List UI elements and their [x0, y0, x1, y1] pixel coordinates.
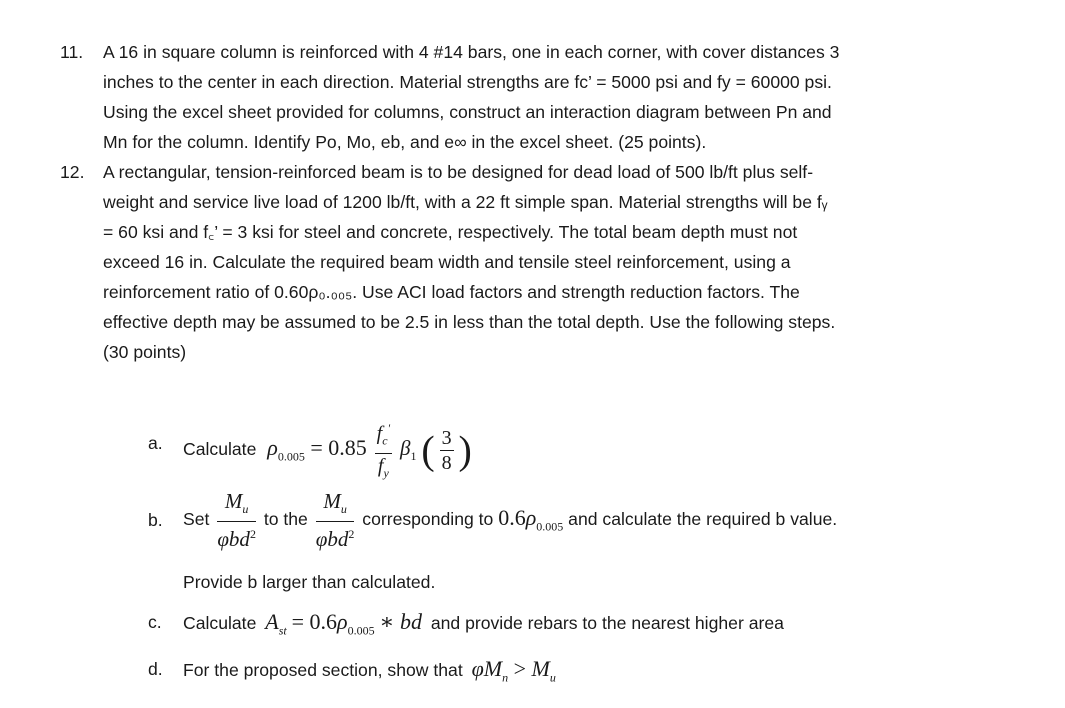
formula-rho: $\rho_{0.005}$ — [525, 504, 564, 534]
text-line: (30 points) — [103, 342, 187, 362]
step-text: corresponding to — [362, 508, 494, 529]
text-line: Mn for the column. Identify Po, Mo, eb, and e∞ in the excel sheet. (25 points). — [103, 132, 707, 152]
formula-equals: = 0.6 — [291, 609, 338, 634]
step-label: c. — [148, 612, 162, 632]
formula-beta1: $\beta_1$ — [399, 435, 417, 464]
formula-equals: = 0.85 — [310, 434, 367, 460]
text-line: A 16 in square column is reinforced with 4 #14 bars, one in each corner, with cover distances 3 — [103, 42, 840, 62]
step-text: Set — [183, 508, 210, 529]
formula-fc-over-fy: $\frac{f_c'}{f_y}$ — [375, 416, 392, 485]
formula-mu-over-phibd2: $\frac{M_u}{\varphi bd^2}$ — [315, 489, 355, 552]
step-b — [148, 487, 1048, 592]
text-line: inches to the center in each direction. Material strengths are fc’ = 5000 psi and fy = 60000 psi. — [103, 72, 832, 92]
step-body — [183, 489, 837, 551]
left-paren: ( — [421, 427, 435, 473]
step-body — [183, 654, 556, 692]
step-text: and provide rebars to the nearest higher area — [430, 613, 784, 633]
question-text — [103, 157, 1043, 367]
step-a — [148, 412, 1048, 480]
step-text: Calculate — [183, 438, 257, 459]
text-line: A rectangular, tension-reinforced beam is to be designed for dead load of 500 lb/ft plus self- — [103, 162, 814, 182]
formula-ast: $A_{st}$ — [265, 609, 287, 638]
step-d — [148, 648, 1048, 688]
text-line: exceed 16 in. Calculate the required beam width and tensile steel reinforcement, using a — [103, 252, 791, 272]
step-label: a. — [148, 433, 163, 453]
text-line: weight and service live load of 1200 lb/ft, with a 22 ft simple span. Material strengths will be fᵧ — [103, 192, 828, 212]
right-paren: ) — [458, 427, 472, 473]
formula-phi-mn-gt-mu: $\varphi M_n > M_u$ — [471, 656, 556, 685]
step-label: b. — [148, 510, 163, 530]
question-number: 11. — [60, 42, 84, 62]
formula-bd: ∗ bd — [379, 609, 422, 634]
step-text: For the proposed section, show that — [183, 660, 463, 680]
question-text — [103, 37, 1043, 157]
text-line: effective depth may be assumed to be 2.5 in less than the total depth. Use the following steps. — [103, 312, 836, 332]
step-text: Provide b larger than calculated. — [183, 572, 436, 592]
text-line: reinforcement ratio of 0.60ρ₀.₀₀₅. Use ACI load factors and strength reduction factors. The — [103, 282, 800, 302]
step-text: to the — [263, 508, 308, 529]
step-text: and calculate the required b value. — [568, 508, 838, 529]
step-body — [183, 607, 784, 645]
formula-rho-0005: $\rho_{0.005}$ — [267, 434, 305, 464]
formula-coef: 0.6 — [498, 504, 526, 530]
formula-rho: $\rho_{0.005}$ — [337, 609, 375, 638]
text-line: Using the excel sheet provided for columns, construct an interaction diagram between Pn and — [103, 102, 832, 122]
step-c — [148, 603, 1048, 643]
question-number: 12. — [60, 162, 85, 182]
step-body — [183, 416, 472, 485]
text-line: = 60 ksi and f꜀’ = 3 ksi for steel and concrete, respectively. The total beam depth must not — [103, 222, 798, 242]
step-text: Calculate — [183, 613, 257, 633]
formula-mu-over-phibd2: $\frac{M_u}{\varphi bd^2}$ — [217, 489, 256, 552]
step-label: d. — [148, 659, 163, 679]
formula-3-over-8: $\frac{3}{8}$ — [441, 426, 452, 474]
